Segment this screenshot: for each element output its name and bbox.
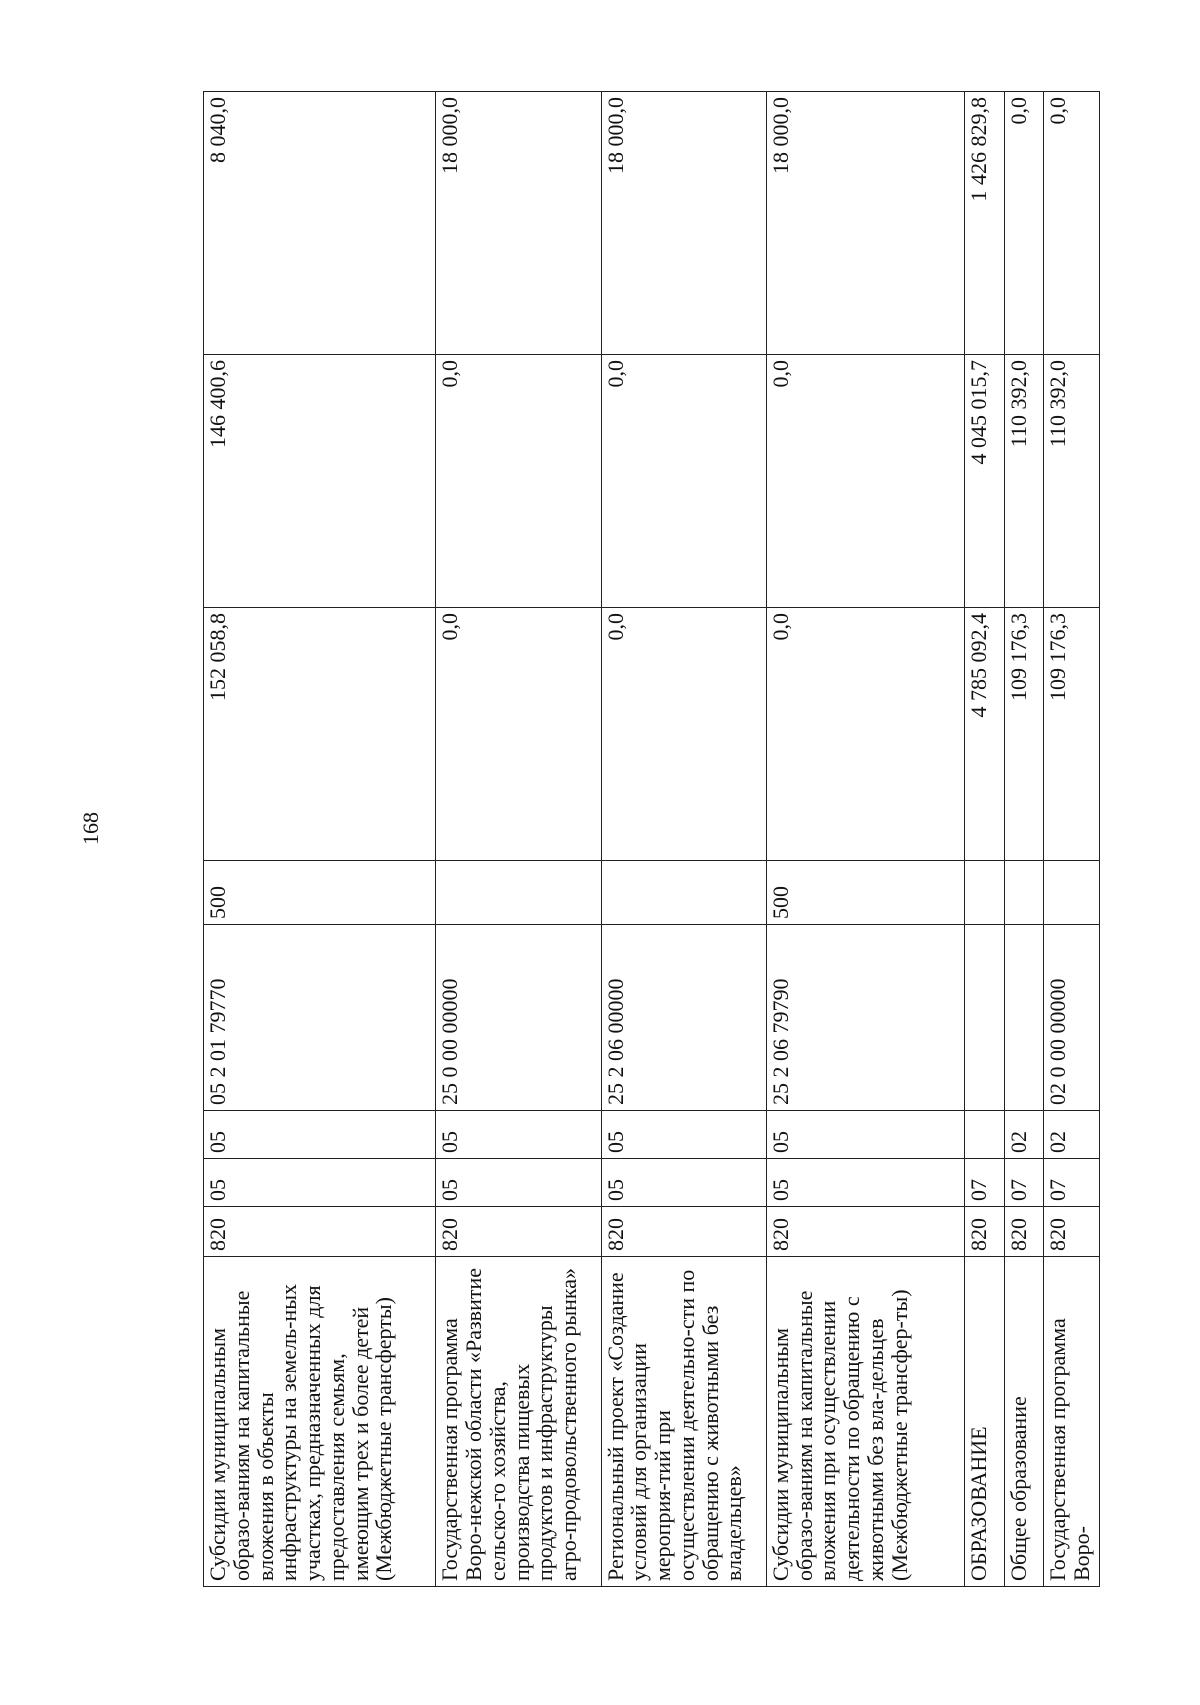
grbs-code-cell: 820 — [436, 1207, 601, 1257]
expense-type-cell — [965, 861, 1004, 925]
target-article-cell: 25 2 06 79790 — [766, 925, 964, 1111]
target-article-cell: 25 2 06 00000 — [601, 925, 766, 1111]
rotated-table-container — [203, 97, 1100, 1587]
section-code-cell: 07 — [1044, 1159, 1100, 1207]
page-number: 168 — [78, 812, 103, 845]
table-row — [1044, 92, 1100, 1587]
target-article-cell — [1004, 925, 1043, 1111]
section-code-cell: 05 — [204, 1159, 436, 1207]
subsection-code-cell: 05 — [601, 1111, 766, 1159]
row-name-cell: Субсидии муниципальным образо-ваниям на капитальные вложения при осуществлении деятельности по обращению с животными без вла-дельцев (Межбюджетные трансфер-ты) — [766, 1257, 964, 1587]
grbs-code-cell: 820 — [1004, 1207, 1043, 1257]
expense-type-cell — [436, 861, 601, 925]
table-row — [965, 92, 1004, 1587]
table-row — [766, 92, 964, 1587]
amount-year1-cell: 0,0 — [601, 608, 766, 861]
amount-year1-cell: 109 176,3 — [1044, 608, 1100, 861]
expense-type-cell — [601, 861, 766, 925]
subsection-code-cell: 02 — [1004, 1111, 1043, 1159]
grbs-code-cell: 820 — [601, 1207, 766, 1257]
amount-year1-cell: 4 785 092,4 — [965, 608, 1004, 861]
amount-year3-cell: 1 426 829,8 — [965, 92, 1004, 355]
grbs-code-cell: 820 — [965, 1207, 1004, 1257]
expense-type-cell — [1004, 861, 1043, 925]
section-code-cell: 05 — [436, 1159, 601, 1207]
amount-year3-cell: 18 000,0 — [601, 92, 766, 355]
amount-year2-cell: 0,0 — [766, 355, 964, 608]
target-article-cell: 05 2 01 79770 — [204, 925, 436, 1111]
amount-year3-cell: 18 000,0 — [436, 92, 601, 355]
amount-year3-cell: 18 000,0 — [766, 92, 964, 355]
grbs-code-cell: 820 — [766, 1207, 964, 1257]
subsection-code-cell: 02 — [1044, 1111, 1100, 1159]
subsection-code-cell: 05 — [766, 1111, 964, 1159]
expense-type-cell — [1044, 861, 1100, 925]
amount-year3-cell: 8 040,0 — [204, 92, 436, 355]
section-code-cell: 05 — [766, 1159, 964, 1207]
row-name-cell: Государственная программа Воро- — [1044, 1257, 1100, 1587]
expense-type-cell: 500 — [766, 861, 964, 925]
amount-year1-cell: 152 058,8 — [204, 608, 436, 861]
amount-year2-cell: 110 392,0 — [1044, 355, 1100, 608]
budget-table — [203, 91, 1100, 1587]
row-name-cell: ОБРАЗОВАНИЕ — [965, 1257, 1004, 1587]
section-code-cell: 07 — [965, 1159, 1004, 1207]
amount-year3-cell: 0,0 — [1004, 92, 1043, 355]
target-article-cell: 02 0 00 00000 — [1044, 925, 1100, 1111]
grbs-code-cell: 820 — [204, 1207, 436, 1257]
section-code-cell: 07 — [1004, 1159, 1043, 1207]
expense-type-cell: 500 — [204, 861, 436, 925]
amount-year1-cell: 0,0 — [766, 608, 964, 861]
subsection-code-cell: 05 — [436, 1111, 601, 1159]
section-code-cell: 05 — [601, 1159, 766, 1207]
target-article-cell: 25 0 00 00000 — [436, 925, 601, 1111]
table-row — [204, 92, 436, 1587]
amount-year1-cell: 0,0 — [436, 608, 601, 861]
table-row — [1004, 92, 1043, 1587]
amount-year2-cell: 0,0 — [601, 355, 766, 608]
grbs-code-cell: 820 — [1044, 1207, 1100, 1257]
row-name-cell: Государственная программа Воро-нежской области «Развитие сельско-го хозяйства, производства пищевых продуктов и инфраструктуры агро-продовольственного рынка» — [436, 1257, 601, 1587]
subsection-code-cell: 05 — [204, 1111, 436, 1159]
row-name-cell: Общее образование — [1004, 1257, 1043, 1587]
target-article-cell — [965, 925, 1004, 1111]
amount-year2-cell: 4 045 015,7 — [965, 355, 1004, 608]
amount-year2-cell: 0,0 — [436, 355, 601, 608]
amount-year2-cell: 146 400,6 — [204, 355, 436, 608]
subsection-code-cell — [965, 1111, 1004, 1159]
table-row — [601, 92, 766, 1587]
amount-year1-cell: 109 176,3 — [1004, 608, 1043, 861]
table-row — [436, 92, 601, 1587]
amount-year2-cell: 110 392,0 — [1004, 355, 1043, 608]
row-name-cell: Субсидии муниципальным образо-ваниям на капитальные вложения в объекты инфраструктуры на земель-ных участках, предназначенных для предоставления семьям, имеющим трех и более детей (Межбюджетные трансферты) — [204, 1257, 436, 1587]
row-name-cell: Региональный проект «Создание условий для организации мероприя-тий при осуществлении деятельно-сти по обращению с животными без владельцев» — [601, 1257, 766, 1587]
amount-year3-cell: 0,0 — [1044, 92, 1100, 355]
